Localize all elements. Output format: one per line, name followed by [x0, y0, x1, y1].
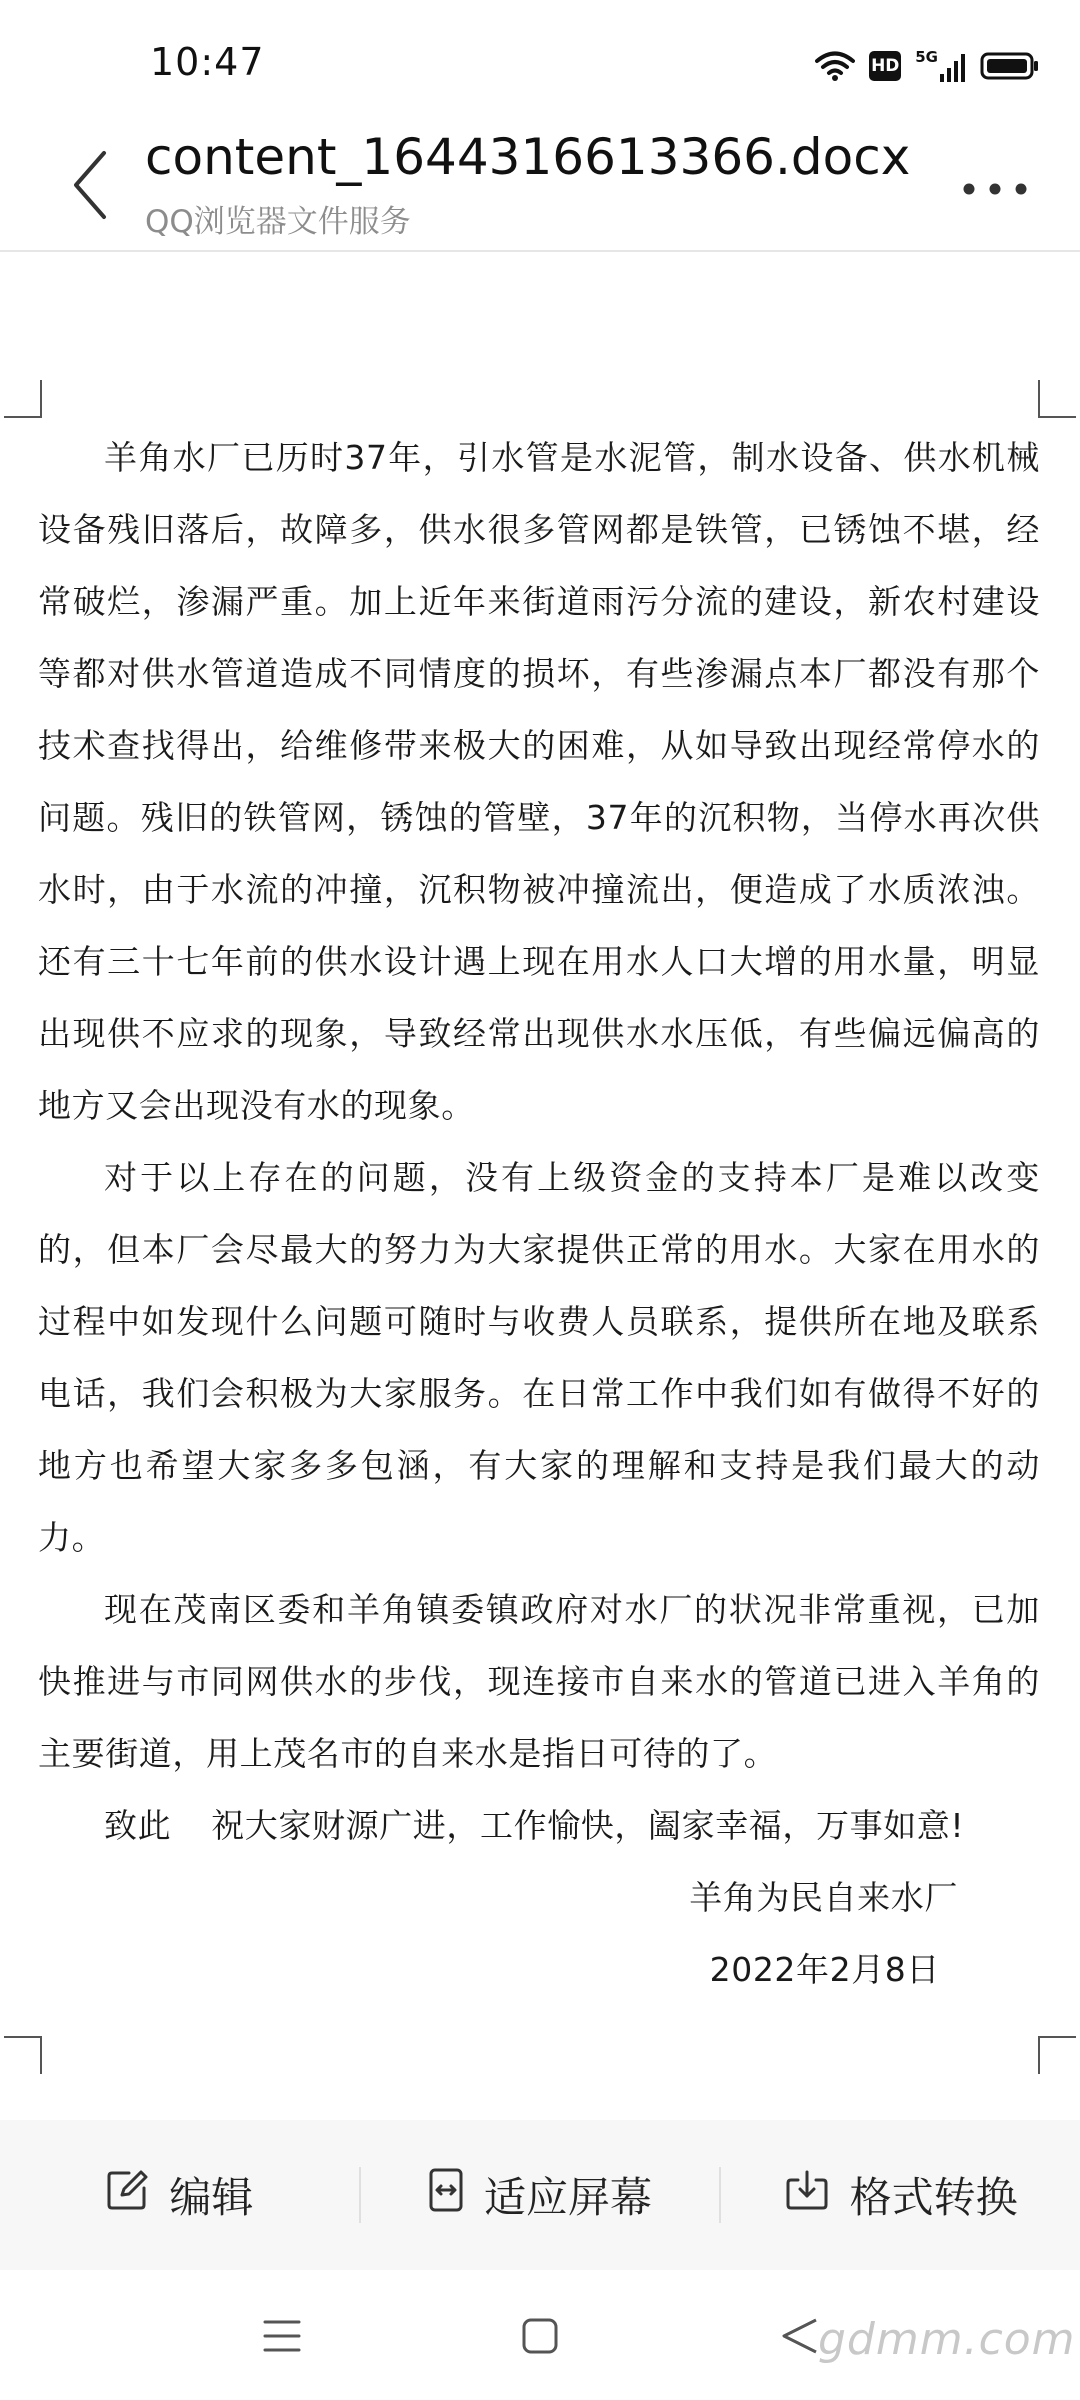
watermark: gdmm.com [818, 2314, 1076, 2365]
document-source: QQ浏览器文件服务 [145, 204, 411, 240]
home-square-icon [521, 2317, 559, 2359]
page-corner-mark [1038, 2036, 1076, 2074]
app-header [0, 120, 1080, 252]
menu-icon [262, 2318, 302, 2358]
signature: 羊角为民自来水厂 [689, 1878, 958, 1917]
format-convert-button[interactable] [721, 2120, 1080, 2270]
battery-icon [980, 51, 1040, 81]
download-tray-icon [784, 2168, 830, 2222]
hd-label: HD [871, 56, 900, 76]
document-paragraph: 现在茂南区委和羊角镇委镇政府对水厂的状况非常重视，已加快推进与市同网供水的步伐，现连接市自来水的管道已进入羊角的主要街道，用上茂名市的自来水是指日可待的了。 [38, 1590, 1040, 1773]
page-corner-mark [4, 380, 42, 418]
document-paragraph: 对于以上存在的问题，没有上级资金的支持本厂是难以改变的，但本厂会尽最大的努力为大家提供正常的用水。大家在用水的过程中如发现什么问题可随时与收费人员联系，提供所在地及联系电话，我们会积极为大家服务。在日常工作中我们如有做得不好的地方也希望大家多多包涵，有大家的理解和支持是我们最大的动力。 [38, 1158, 1040, 1557]
hd-icon [869, 51, 901, 81]
document-paragraph: 羊角水厂已历时37年，引水管是水泥管，制水设备、供水机械设备残旧落后，故障多，供水很多管网都是铁管，已锈蚀不堪，经常破烂，渗漏严重。加上近年来街道雨污分流的建设，新农村建设等都对供水管道造成不同情度的损坏，有些渗漏点本厂都没有那个技术查找得出，给维修带来极大的困难，从如导致出现经常停水的问题。残旧的铁管网，锈蚀的管壁，37年的沉积物，当停水再次供水时，由于水流的冲撞，沉积物被冲撞流出，便造成了水质浓浊。还有三十七年前的供水设计遇上现在用水人口大增的用水量，明显出现供不应求的现象，导致经常出现供水水压低，有些偏远偏高的地方又会出现没有水的现象。 [38, 438, 1040, 1125]
triangle-back-icon [780, 2316, 820, 2360]
signature-date: 2022年2月8日 [709, 1950, 940, 1989]
status-time: 10:47 [150, 40, 265, 84]
page-corner-mark [1038, 380, 1076, 418]
page-corner-mark [4, 2036, 42, 2074]
document-viewer[interactable] [0, 252, 1080, 2120]
fit-screen-button[interactable] [361, 2120, 720, 2270]
back-button[interactable] [50, 142, 130, 232]
format-convert-label: 格式转换 [849, 2173, 1018, 2222]
closing-wish: 祝大家财源广进，工作愉快，阖家幸福，万事如意! [211, 1806, 965, 1845]
more-dots-icon [962, 181, 1028, 200]
network-label: 5G [915, 48, 938, 66]
document-title: content_1644316613366.docx [145, 128, 911, 186]
edit-icon [105, 2168, 149, 2222]
signal-5g-icon [915, 50, 966, 82]
fit-screen-label: 适应屏幕 [484, 2173, 653, 2222]
edit-label: 编辑 [169, 2173, 254, 2222]
fit-screen-icon [428, 2167, 464, 2223]
nav-menu-button[interactable] [252, 2308, 312, 2368]
wifi-icon [815, 50, 855, 82]
more-options-button[interactable] [950, 160, 1040, 220]
closing-prefix: 致此 [104, 1806, 172, 1845]
nav-home-button[interactable] [510, 2308, 570, 2368]
chevron-left-icon [70, 149, 110, 225]
edit-button[interactable] [0, 2120, 359, 2270]
system-nav-bar [0, 2270, 1080, 2400]
document-body [38, 422, 1040, 2006]
bottom-toolbar [0, 2120, 1080, 2270]
status-bar [0, 0, 1080, 120]
closing-line [38, 1790, 1040, 1862]
status-icons [815, 46, 1040, 86]
